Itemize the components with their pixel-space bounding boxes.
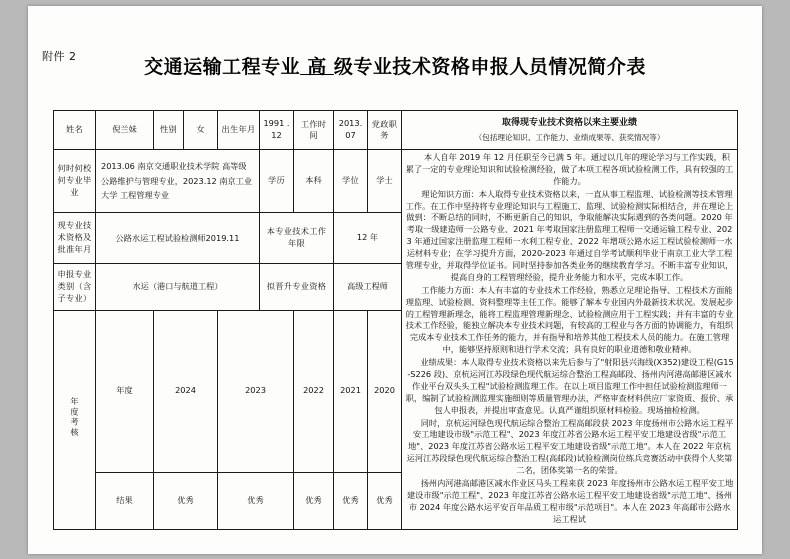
value-name: 倪兰妹: [96, 111, 154, 150]
annual-result-cell: 优秀: [294, 472, 334, 529]
value-xueli: 本科: [294, 150, 334, 213]
achievement-paragraph: 业绩成果：本人取得专业技术资格以来先后参与了"射阳县兴海线(X352)建设工程(G15-S226 段)、京杭运河江苏段绿色现代航运综合整治工程高邮段、扬州内河港高邮港区减水作业平台双头头工程"试验检测监理工作。在以上项目监理工作中担任试验检测监理师一职，编制了试验检测监理实施细则等质量管理办法，严格审查材料供应厂家资质、报价、承包人申报表，并提出审查意见。认真严谨组织原材料检验。现场抽检检测。: [405, 357, 734, 415]
annual-year-cell: 2022: [294, 311, 334, 473]
value-gender: 女: [184, 111, 218, 150]
label-xuewei: 学位: [334, 150, 368, 213]
document-page: [28, 6, 762, 554]
achievement-paragraph: 理论知识方面：本人取得专业技术资格以来，一直从事工程监理、试验检测等技术管理工作。在工作中坚持将专业理论知识与工程施工、监理、试验检测实际相结合，并在理论上做到：不断总结的同时，不断更新自己的知识，争取能解决实际遇到的各类问题。2020 年考取一级建造师一公路专业、2021 年考取国家注册监理工程师一交通运输工程专业、2023 年通过国家注册监理工程师一水利工程专业、2022 年增项公路水运工程试验检测师一水运材料专业；在学习提升方面，2020-2023 年通过自学考试顺利毕业于南京工业大学工程管理专业，并取得学位证书。同时坚持参加各类业务的继续教育学习。不断丰富专业知识，提高自身的工程管理经验，提升业务能力和水平，完成本职工作。: [405, 188, 734, 282]
value-apply-title: 高级工程师: [334, 264, 402, 311]
achievements-cell: [402, 150, 738, 530]
annual-year-cell: 2021: [334, 311, 368, 473]
label-work-time: 工作时间: [294, 111, 334, 150]
achievement-paragraph: 工作能力方面：本人有丰富的专业技术工作经验，熟悉立足理论指导、工程技术方面能理监理、试验检测、资料整理等主任工作。能够了解本专业国内外最新技术状况。发展起步的工程管理新理念，能将工程监理管理新理念、试验检测应用于工程实践；并有丰富的专业技术工作经验，能独立解决本专业技术问题，有较高的工程业与各方面的协调能力，有组织完成本专业技术工作任务的能力，并有指导和培养其他工程技术人员的能力。在施工管理中，能够坚持原则和进行学术交流；具有良好的职业道德和敬业精神。: [405, 284, 734, 355]
value-apply-category: 水运（港口与航道工程）: [96, 264, 260, 311]
table-row-basic: [54, 111, 738, 150]
annual-result-cell: 优秀: [218, 472, 294, 529]
label-xueli: 学历: [260, 150, 294, 213]
label-name: 姓名: [54, 111, 96, 150]
value-birth: 1991 .12: [260, 111, 294, 150]
annual-result-cell: 优秀: [368, 472, 402, 529]
label-apply-title: 拟晋升专业资格: [260, 264, 334, 311]
label-annual-review: 年度考核: [54, 311, 96, 530]
label-current-title: 现专业技术资格及批准年月: [54, 213, 96, 264]
right-header-sub: （包括理论知识、工作能力、业绩成果等、获奖情况等）: [474, 132, 665, 142]
label-birth: 出生年月: [218, 111, 260, 150]
title-part1: 交通运输工程专业: [144, 56, 301, 78]
value-education: 2013.06 南京交通职业技术学院 高等级公路维护与管理专业，2023.12 南京工业大学 工程管理专业: [96, 150, 260, 213]
value-work-time: 2013.07: [334, 111, 368, 150]
applicant-info-table: [53, 110, 738, 530]
annual-result-cell: 优秀: [334, 472, 368, 529]
right-header-title: 取得现专业技术资格以来主要业绩: [501, 118, 637, 129]
achievement-paragraph: 同时，京杭运河绿色现代航运综合整治工程高邮段获 2023 年度扬州市公路水运工程平安工地建设市级"示范工程"、2023 年度江苏省公路水运工程平安工地建设省级"示范工地"、2023 年度江苏省公路水运工程平安工地建设省级"示范工地"。本人在 2022 年京杭运河江苏段绿色现代航运综合整治工程(高邮段)试验检测岗位练兵竞赛活动中获得个人奖第二名，团体奖第一名的荣誉。: [406, 417, 734, 476]
value-current-title: 公路水运工程试验检测师2019.11: [96, 213, 260, 264]
label-result-row: 结果: [96, 472, 154, 529]
title-part2: 级专业技术资格申报人员情况简介表: [333, 56, 646, 78]
label-party: 党政职务: [368, 111, 402, 150]
label-work-years: 本专业技术工作年限: [260, 213, 334, 264]
annual-year-cell: 2020: [368, 311, 402, 473]
annual-result-cell: 优秀: [154, 472, 218, 529]
page-title: [28, 52, 762, 79]
table-row-education: [54, 150, 738, 213]
label-apply-category: 申报专业类别（含子专业）: [54, 264, 96, 311]
achievement-paragraph: 本人自年 2019 年 12 月任职至今已满 5 年。通过以几年的理论学习与工作实践，积累了一定的专业理论知识和试验检测经验，做了本项工程各项试验检测工作，具有较强的工作能力。: [405, 152, 734, 186]
label-year-row: 年度: [96, 311, 154, 473]
annual-year-cell: 2024: [154, 311, 218, 473]
label-gender: 性别: [154, 111, 184, 150]
value-xuewei: 学士: [368, 150, 402, 213]
label-education: 何时何校何专业毕业: [54, 150, 96, 213]
title-blank: 高: [300, 56, 334, 78]
attachment-number: 附件 2: [42, 50, 77, 63]
right-column-header: [402, 111, 738, 150]
annual-year-cell: 2023: [218, 311, 294, 473]
value-work-years: 12 年: [334, 213, 402, 264]
achievement-paragraph: 扬州内河港高邮港区减水作业区马头工程来获 2023 年度扬州市公路水运工程平安工地建设市级"示范工程"、2023 年度江苏省公路水运工程平安工地建设省级"示范工地"、扬州市 2024 年度公路水运平安百年品质工程市级"示范项目"。本人在 2023 年高邮市公路水运工程试: [406, 478, 734, 524]
